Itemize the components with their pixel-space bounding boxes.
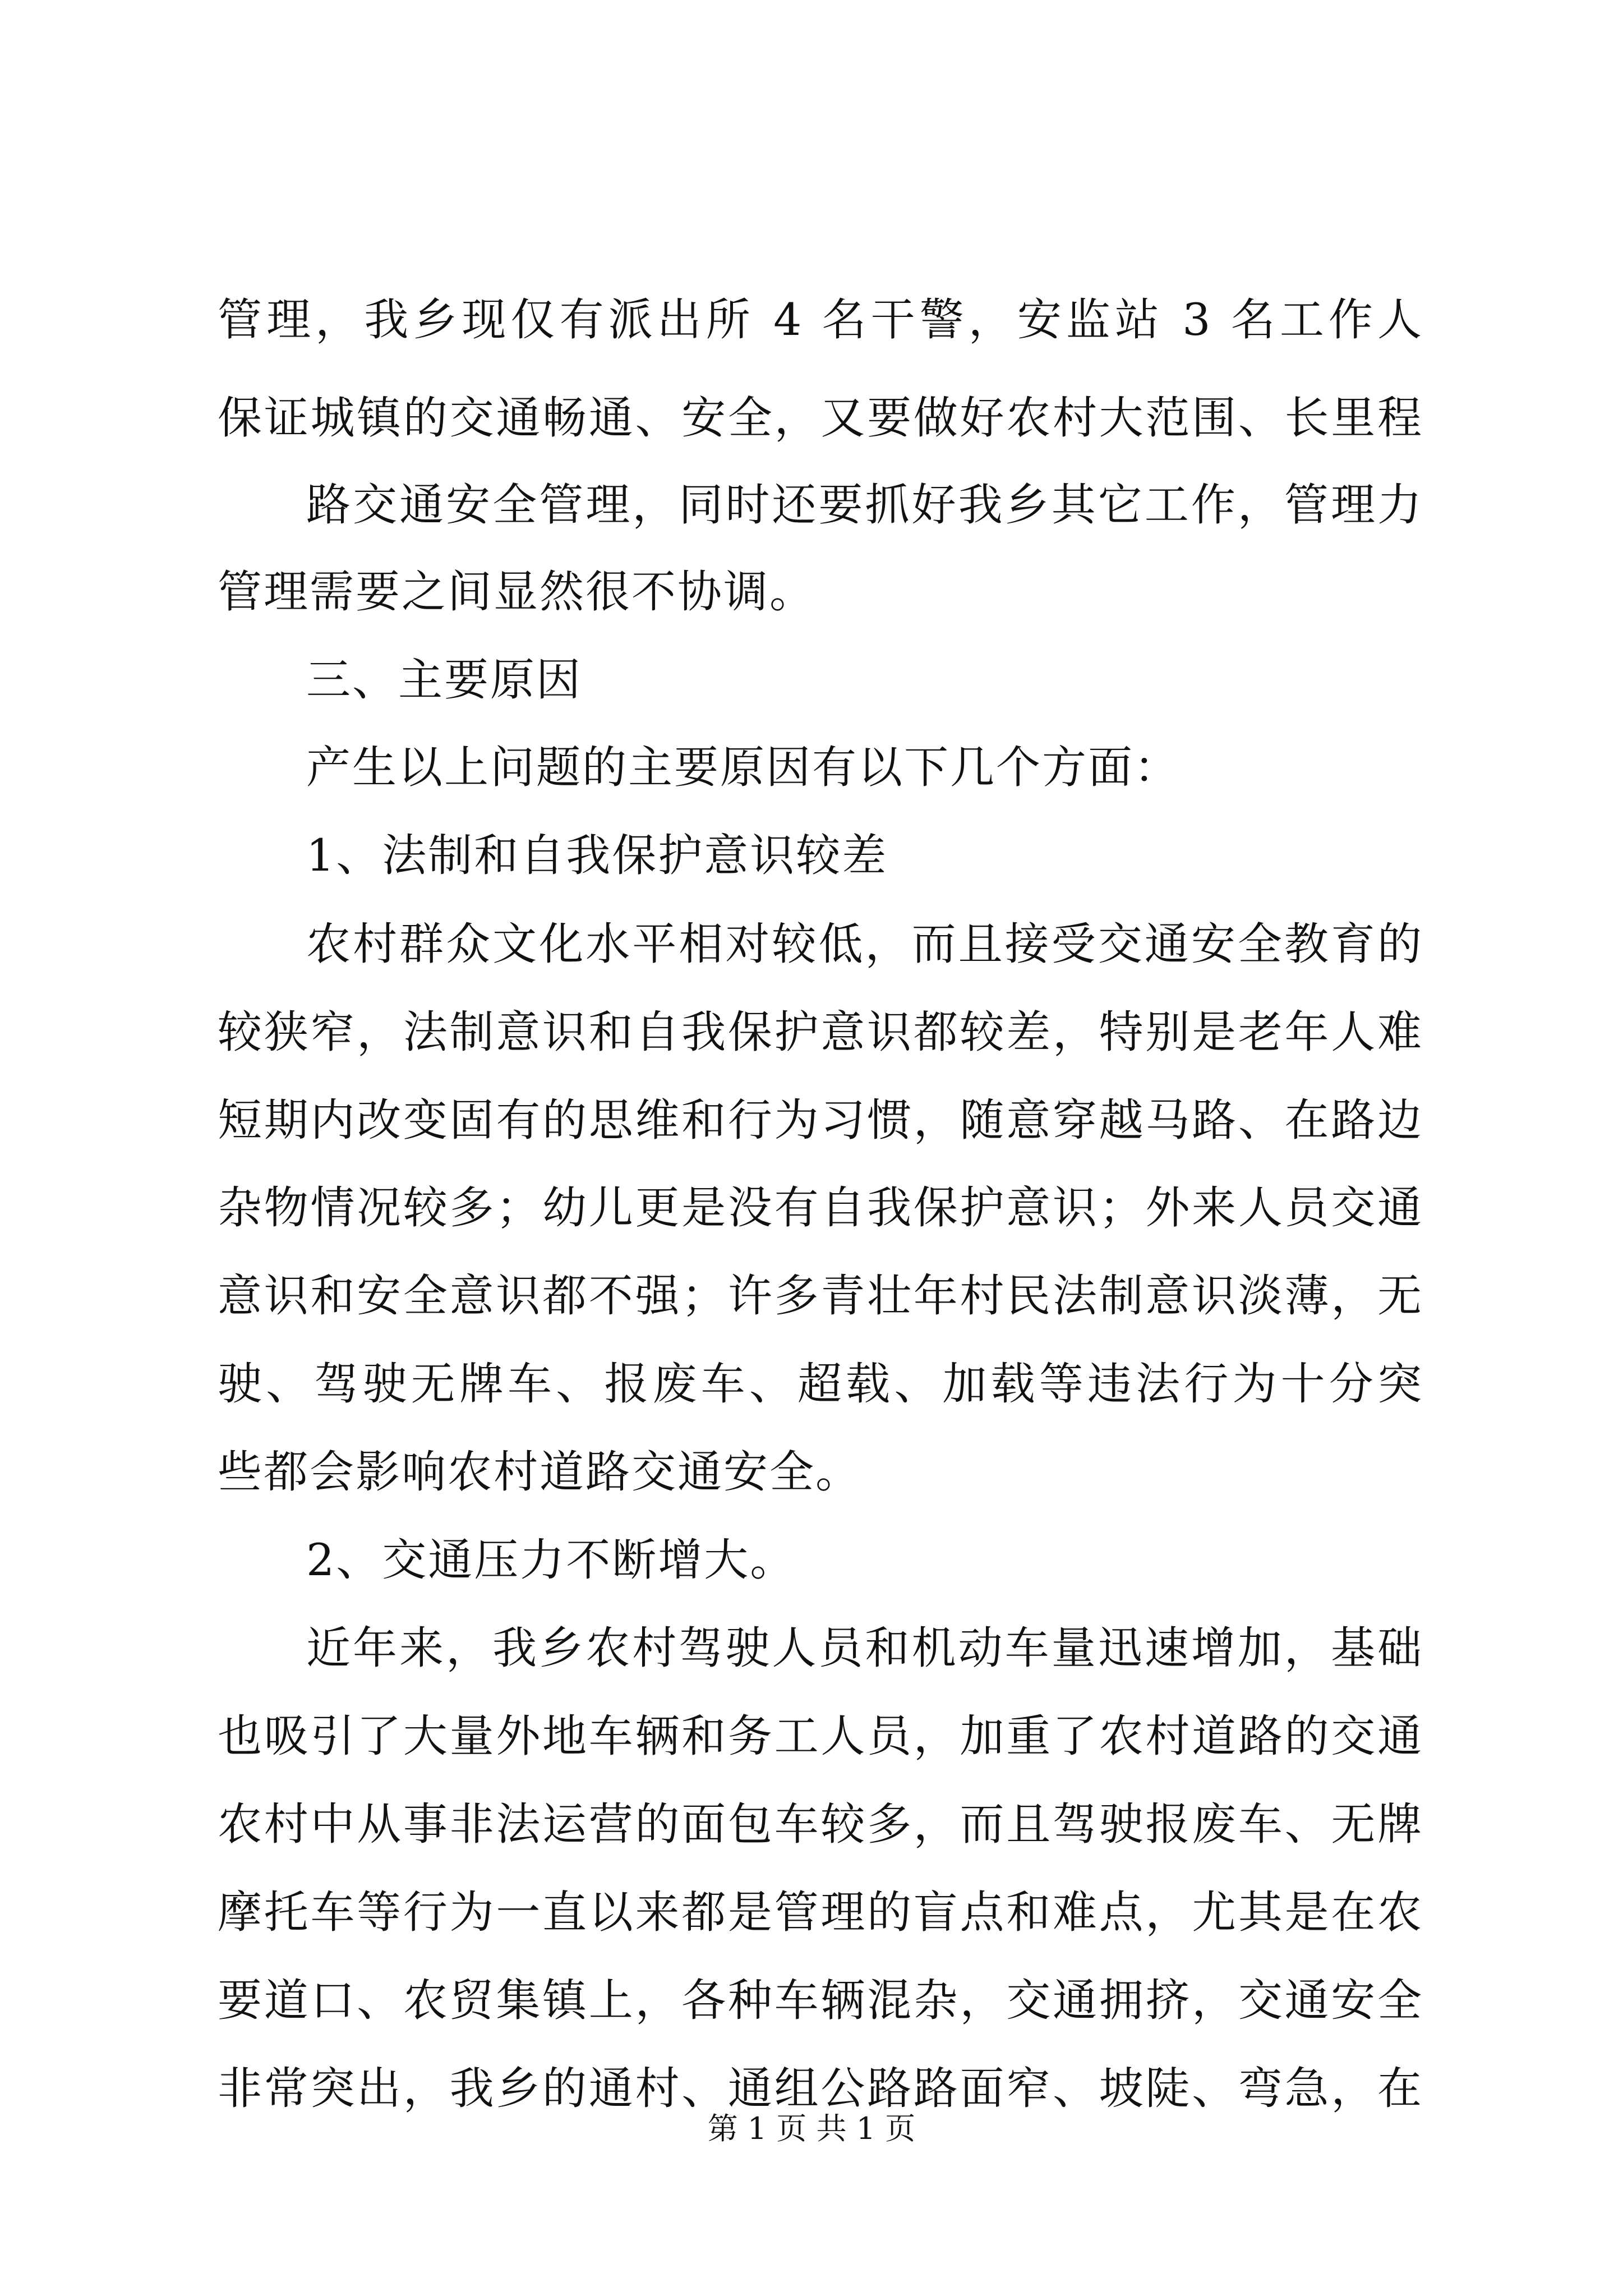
text-line-6: 产生以上问题的主要原因有以下几个方面： xyxy=(306,742,1180,793)
text-line-18: 农村中从事非法运营的面包车较多，而且驾驶报废车、无牌 xyxy=(218,1798,1423,1850)
text-line-12: 意识和安全意识都不强；许多青壮年村民法制意识淡薄，无 xyxy=(218,1270,1423,1322)
subheading-1: 1、法制和自我保护意识较差 xyxy=(306,830,888,881)
text-line-20: 要道口、农贸集镇上，各种车辆混杂，交通拥挤，交通安全 xyxy=(218,1975,1423,2026)
text-line-4: 管理需要之间显然很不协调。 xyxy=(218,566,815,618)
text-line-9: 较狭窄，法制意识和自我保护意识都较差，特别是老年人难 xyxy=(218,1006,1423,1058)
text-line-17: 也吸引了大量外地车辆和务工人员，加重了农村道路的交通 xyxy=(218,1710,1423,1762)
text-line-19: 摩托车等行为一直以来都是管理的盲点和难点，尤其是在农 xyxy=(218,1887,1423,1938)
text-line-14: 些都会影响农村道路交通安全。 xyxy=(218,1446,861,1498)
section-heading: 三、主要原因 xyxy=(306,654,582,706)
text-line-1: 管理，我乡现仅有派出所 4 名干警，安监站 3 名工作人 xyxy=(218,294,1423,346)
text-line-8: 农村群众文化水平相对较低，而且接受交通安全教育的 xyxy=(306,918,1423,970)
text-line-21: 非常突出，我乡的通村、通组公路路面窄、坡陡、弯急，在 xyxy=(218,2063,1423,2114)
text-line-16: 近年来，我乡农村驾驶人员和机动车量迅速增加，基础 xyxy=(306,1622,1423,1674)
text-line-3: 路交通安全管理，同时还要抓好我乡其它工作，管理力 xyxy=(306,479,1423,531)
text-line-2: 保证城镇的交通畅通、安全，又要做好农村大范围、长里程 xyxy=(218,392,1423,444)
text-line-11: 杂物情况较多；幼儿更是没有自我保护意识；外来人员交通 xyxy=(218,1182,1423,1234)
subheading-2: 2、交通压力不断增大。 xyxy=(306,1534,796,1586)
page-footer: 第 1 页 共 1 页 xyxy=(707,2111,916,2146)
text-line-13: 驶、驾驶无牌车、报废车、超载、加载等违法行为十分突 xyxy=(218,1358,1423,1410)
text-line-10: 短期内改变固有的思维和行为习惯，随意穿越马路、在路边 xyxy=(218,1094,1423,1146)
